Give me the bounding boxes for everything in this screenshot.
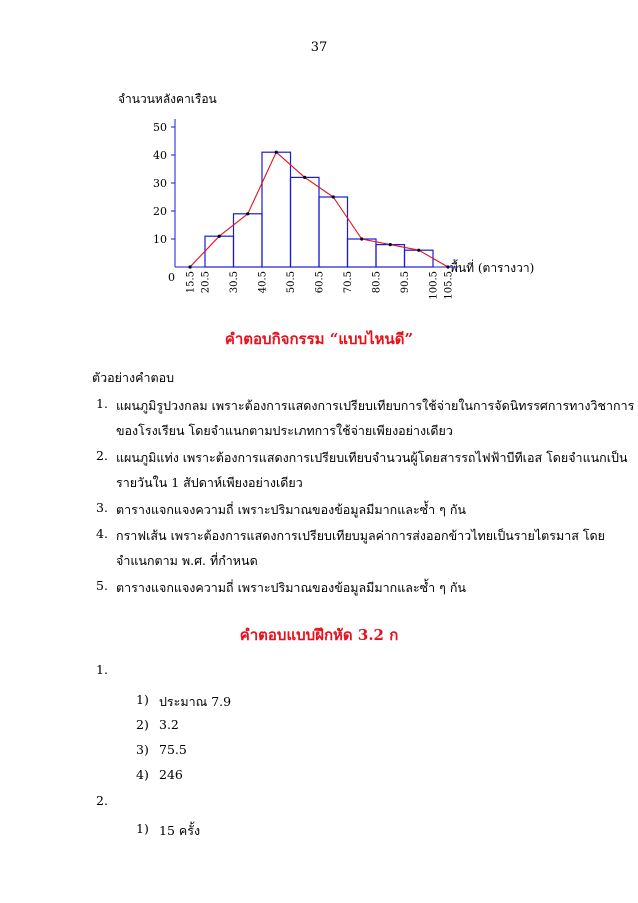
item-text: ตารางแจกแจงความถี่ เพราะปริมาณของข้อมูลมีมากและซ้ำ ๆ กัน [116,580,466,595]
page-number: 37 [310,40,328,55]
y-tick-label: 50 [153,121,167,134]
polygon-point [188,265,191,268]
tick-labels [153,121,455,300]
question-1-label: 1. [96,662,108,677]
polygon-point [389,243,392,246]
origin-label: 0 [168,271,175,284]
histogram-chart [100,85,560,300]
x-tick-label: 60.5 [314,271,326,294]
example-label: ตัวอย่างคำตอบ [92,370,175,385]
y-tick-label: 20 [153,205,167,218]
y-tick-label: 10 [153,233,167,246]
answer-text: 75.5 [159,742,187,757]
polygon-point [446,265,449,268]
histogram-bar [376,245,405,267]
item-text: รายวันใน 1 สัปดาห์เพียงอย่างเดียว [116,475,303,490]
x-tick-label: 100.5 [428,271,440,300]
item-text: ของโรงเรียน โดยจำแนกตามประเภทการใช้จ่ายเพียงอย่างเดียว [116,423,453,438]
histogram-bar [205,236,234,267]
histogram-bars [205,152,433,267]
x-tick-label: 30.5 [229,271,240,294]
item-text: กราฟเส้น เพราะต้องการแสดงการเปรียบเทียบมูลค่าการส่งออกข้าวไทยเป็นรายไตรมาส โดย [116,528,605,543]
histogram-bar [291,177,320,267]
item-number: 2. [96,448,108,463]
x-tick-label: 15.5 [185,271,197,294]
y-tick-label: 40 [153,149,167,162]
polygon-point [303,176,306,179]
answer-text: 15 ครั้ง [159,823,201,838]
activity-answer-title: คำตอบกิจกรรม “แบบไหนดี” [224,330,414,348]
histogram-bar [348,239,377,267]
answer-number: 1) [136,821,149,836]
y-axis-label: จำนวนหลังคาเรือน [118,92,217,106]
x-tick-label: 80.5 [371,271,383,294]
item-number: 1. [96,396,108,411]
answer-text: 3.2 [159,717,179,732]
x-tick-label: 40.5 [257,271,269,294]
answer-number: 3) [136,742,149,757]
exercise-answer-title: คำตอบแบบฝึกหัด 3.2 ก [239,626,399,644]
question-2-label: 2. [96,793,108,808]
histogram-bar [319,197,348,267]
x-axis-label: พื้นที่ (ตารางวา) [450,261,535,275]
answer-number: 2) [136,717,149,732]
item-text: ตารางแจกแจงความถี่ เพราะปริมาณของข้อมูลมีมากและซ้ำ ๆ กัน [116,502,466,517]
histogram-bar [262,152,291,267]
x-tick-label: 90.5 [400,271,411,294]
item-text: จำแนกตาม พ.ศ. ที่กำหนด [116,553,258,568]
polygon-point [417,249,420,252]
polygon-point [332,195,335,198]
axes [171,119,458,267]
polygon-point [360,237,363,240]
y-tick-label: 30 [153,177,167,190]
x-tick-label: 20.5 [200,271,212,294]
x-tick-label: 70.5 [343,271,354,294]
answer-number: 1) [136,692,149,707]
polygon-point [218,235,221,238]
item-text: แผนภูมิแท่ง เพราะต้องการแสดงการเปรียบเทียบจำนวนผู้โดยสารรถไฟฟ้าบีทีเอส โดยจำแนกเป็น [116,450,628,465]
histogram-bar [405,250,434,267]
x-tick-label: 50.5 [286,271,297,294]
polygon-point [275,151,278,154]
answer-text: ประมาณ 7.9 [159,694,232,709]
item-number: 3. [96,500,108,515]
item-number: 5. [96,578,108,593]
answer-text: 246 [159,767,183,782]
answer-number: 4) [136,767,149,782]
polygon-point [246,212,249,215]
item-number: 4. [96,526,108,541]
item-text: แผนภูมิรูปวงกลม เพราะต้องการแสดงการเปรียบเทียบการใช้จ่ายในการจัดนิทรรศการทางวิชาการ [116,398,635,413]
x-tick-label: 105.5 [443,271,455,300]
